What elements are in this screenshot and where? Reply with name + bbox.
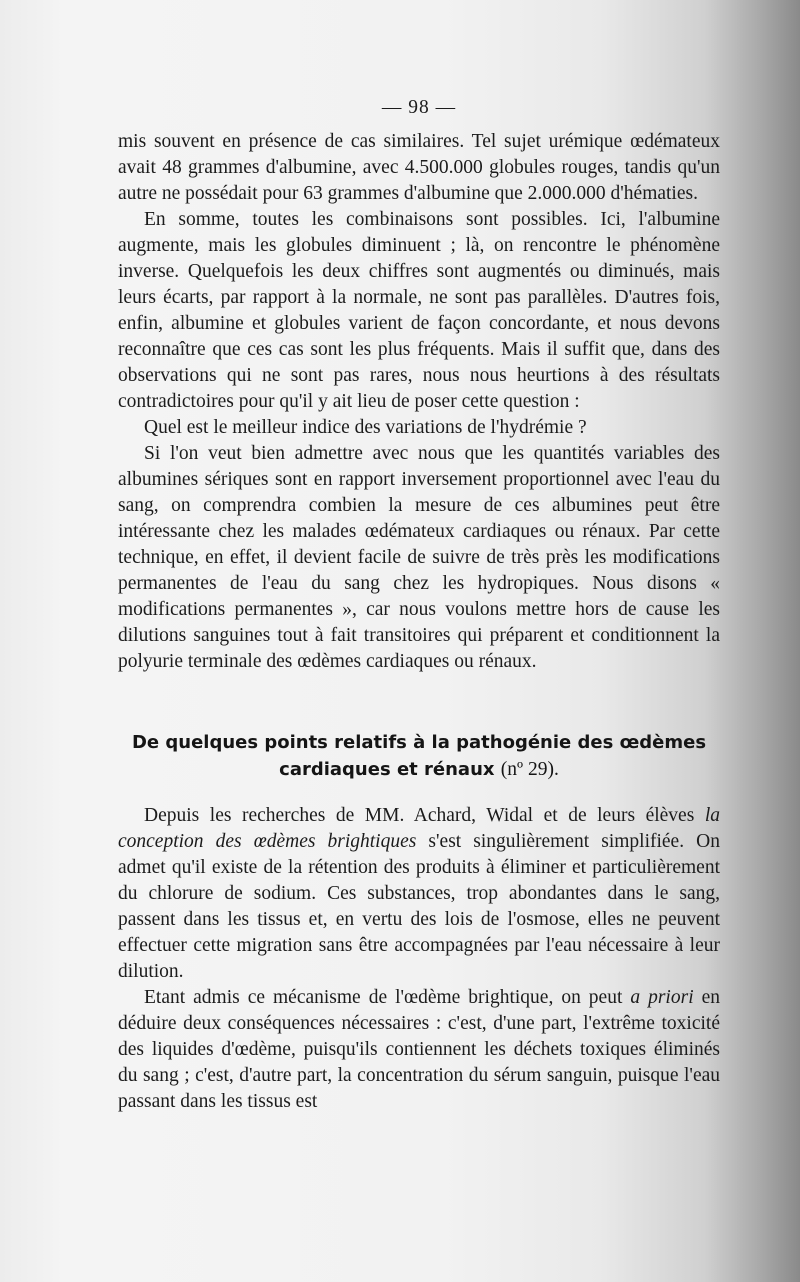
paragraph-text: Etant admis ce mécanisme de l'œdème brightique, on peut [144, 987, 631, 1008]
italic-phrase: a priori [630, 987, 694, 1008]
page-text-block [118, 95, 720, 1115]
paragraph-text: Depuis les recherches de MM. Achard, Widal et de leurs élèves [144, 805, 705, 826]
section-heading-title: De quelques points relatifs à la pathogénie des œdèmes cardiaques et rénaux [131, 732, 707, 780]
paragraph: Si l'on veut bien admettre avec nous que les quantités variables des albumines sériques sont en rapport inversement proportionnel avec l'eau du sang, on comprendra combien la mesure de ces albumines peut être intéressante chez les malades œdémateux cardiaques ou rénaux. Par cette technique, en effet, il devient facile de suivre de très près les modifications permanentes de l'eau du sang chez les hydropiques. Nous disons « modifications permanentes », car nous voulons mettre hors de cause les dilutions sanguines tout à fait transitoires qui préparent et conditionnent la polyurie terminale des œdèmes cardiaques ou rénaux. [118, 443, 720, 672]
section-heading-ref: (nº 29). [500, 759, 559, 780]
paragraph-text: en déduire deux conséquences nécessaires : c'est, d'une part, l'extrême toxicité des liquides d'œdème, puisqu'ils contiennent les déchets toxiques éliminés du sang ; c'est, d'autre part, la concentration du sérum sanguin, puisque l'eau passant dans les tissus est [118, 987, 720, 1112]
section-heading [118, 729, 720, 783]
paragraph: En somme, toutes les combinaisons sont possibles. Ici, l'albumine augmente, mais les globules diminuent ; là, on rencontre le phénomène inverse. Quelquefois les deux chiffres sont augmentés ou diminués, mais leurs écarts, par rapport à la normale, ne sont pas parallèles. D'autres fois, enfin, albumine et globules varient de façon concordante, et nous devons reconnaître que ces cas sont les plus fréquents. Mais il suffit que, dans des observations qui ne sont pas rares, nous nous heurtions à des résultats contradictoires pour qu'il y ait lieu de poser cette question : [118, 209, 720, 412]
paragraph-text: s'est singulièrement simplifiée. On admet qu'il existe de la rétention des produits à éliminer et particulièrement du chlorure de sodium. Ces substances, trop abondantes dans le sang, passent dans les tissus et, en vertu des lois de l'osmose, elles ne peuvent effectuer cette migration sans être accompagnées par l'eau nécessaire à leur dilution. [118, 831, 721, 982]
question-line: Quel est le meilleur indice des variations de l'hydrémie ? [144, 417, 587, 438]
paragraph: mis souvent en présence de cas similaires. Tel sujet urémique œdémateux avait 48 grammes d'albumine, avec 4.500.000 globules rouges, tandis qu'un autre ne possédait pour 63 grammes d'albumine que 2.000.000 d'hématies. [118, 131, 720, 204]
paragraph [118, 803, 720, 985]
paragraph [118, 985, 720, 1115]
italic-phrase: la conception des œdèmes brightiques [118, 805, 720, 852]
page-number: — 98 — [381, 97, 457, 118]
